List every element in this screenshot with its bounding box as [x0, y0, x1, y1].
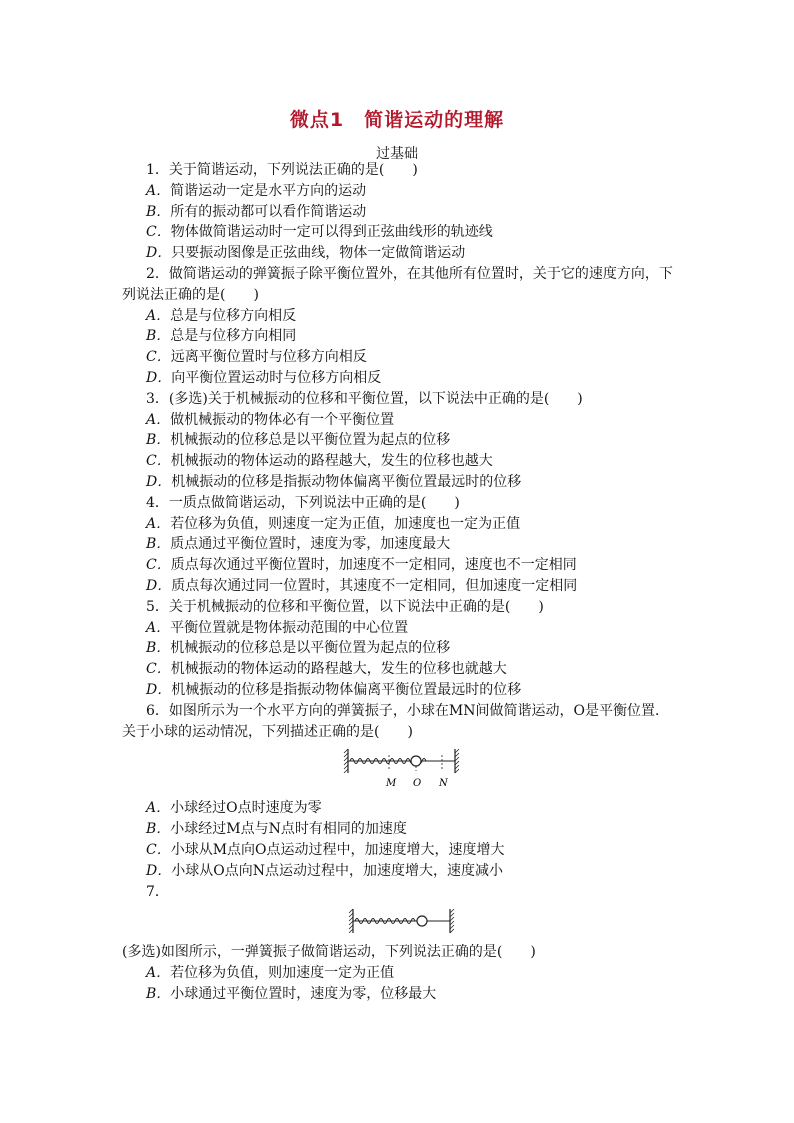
- question-7-number: 7．: [146, 883, 169, 900]
- question-4-option-a: A．若位移为负值，则速度一定为正值，加速度也一定为正值: [146, 515, 521, 532]
- question-6-option-b: B．小球经过M点与N点时有相同的加速度: [146, 821, 407, 838]
- question-6-figure: [122, 745, 682, 795]
- label-m: M: [386, 778, 397, 790]
- label-n: N: [439, 778, 448, 790]
- question-3-option-a: A．做机械振动的物体必有一个平衡位置: [146, 411, 395, 428]
- question-3-option-b: B．机械振动的位移总是以平衡位置为起点的位移: [146, 432, 451, 449]
- question-5-option-b: B．机械振动的位移总是以平衡位置为起点的位移: [146, 640, 451, 657]
- question-3-option-d: D．机械振动的位移是指振动物体偏离平衡位置最远时的位移: [146, 473, 522, 490]
- question-4-option-c: C．质点每次通过平衡位置时，加速度不一定相同，速度也不一定相同: [146, 557, 577, 574]
- question-6-stem: 6．如图所示为一个水平方向的弹簧振子，小球在MN间做简谐运动，O是平衡位置．关于小球的运动情况，下列描述正确的是( ): [122, 702, 669, 740]
- label-o: O: [413, 778, 422, 790]
- question-2-option-b: B．总是与位移方向相同: [146, 328, 297, 345]
- question-4-option-b: B．质点通过平衡位置时，速度为零，加速度最大: [146, 536, 451, 553]
- question-4-stem: 4．一质点做简谐运动，下列说法中正确的是( ): [146, 494, 460, 511]
- question-1-option-a: A．简谐运动一定是水平方向的运动: [146, 182, 367, 199]
- question-1-option-b: B．所有的振动都可以看作简谐运动: [146, 203, 367, 220]
- question-list: [122, 160, 682, 1005]
- section-heading: 过基础: [376, 146, 418, 162]
- question-5-stem: 5．关于机械振动的位移和平衡位置，以下说法中正确的是( ): [146, 598, 544, 615]
- question-3-stem: 3．(多选)关于机械振动的位移和平衡位置，以下说法中正确的是( ): [146, 390, 583, 407]
- question-2-option-c: C．远离平衡位置时与位移方向相反: [146, 349, 367, 366]
- question-5-option-a: A．平衡位置就是物体振动范围的中心位置: [146, 619, 409, 636]
- question-6-option-a: A．小球经过O点时速度为零: [146, 800, 322, 817]
- question-7-option-b: B．小球通过平衡位置时，速度为零，位移最大: [146, 985, 437, 1002]
- question-6-option-c: C．小球从M点向O点运动过程中，加速度增大，速度增大: [146, 841, 505, 858]
- question-7-stem: (多选)如图所示，一弹簧振子做简谐运动，下列说法正确的是( ): [122, 944, 536, 961]
- question-4-option-d: D．质点每次通过同一位置时，其速度不一定相同，但加速度一定相同: [146, 577, 578, 594]
- question-1-option-d: D．只要振动图像是正弦曲线，物体一定做简谐运动: [146, 245, 466, 262]
- question-2-stem: 2．做简谐运动的弹簧振子除平衡位置外，在其他所有位置时，关于它的速度方向，下列说法正确的是( ): [122, 265, 673, 303]
- question-1-option-c: C．物体做简谐运动时一定可以得到正弦曲线形的轨迹线: [146, 224, 493, 241]
- question-1-stem: 1．关于简谐运动，下列说法正确的是( ): [146, 162, 418, 178]
- question-7-option-a: A．若位移为负值，则加速度一定为正值: [146, 965, 395, 982]
- question-7-figure: [122, 905, 682, 939]
- question-6-option-d: D．小球从O点向N点运动过程中，加速度增大，速度减小: [146, 862, 503, 879]
- question-5-option-d: D．机械振动的位移是指振动物体偏离平衡位置最远时的位移: [146, 681, 522, 698]
- question-2-option-d: D．向平衡位置运动时与位移方向相反: [146, 369, 382, 386]
- spring-oscillator-diagram: [342, 745, 462, 795]
- page-title: 微点1 简谐运动的理解: [289, 109, 505, 131]
- question-2-option-a: A．总是与位移方向相反: [146, 307, 297, 324]
- question-3-option-c: C．机械振动的物体运动的路程越大，发生的位移也越大: [146, 453, 493, 470]
- question-5-option-c: C．机械振动的物体运动的路程越大，发生的位移也就越大: [146, 661, 507, 678]
- spring-oscillator-diagram-2: [347, 905, 457, 939]
